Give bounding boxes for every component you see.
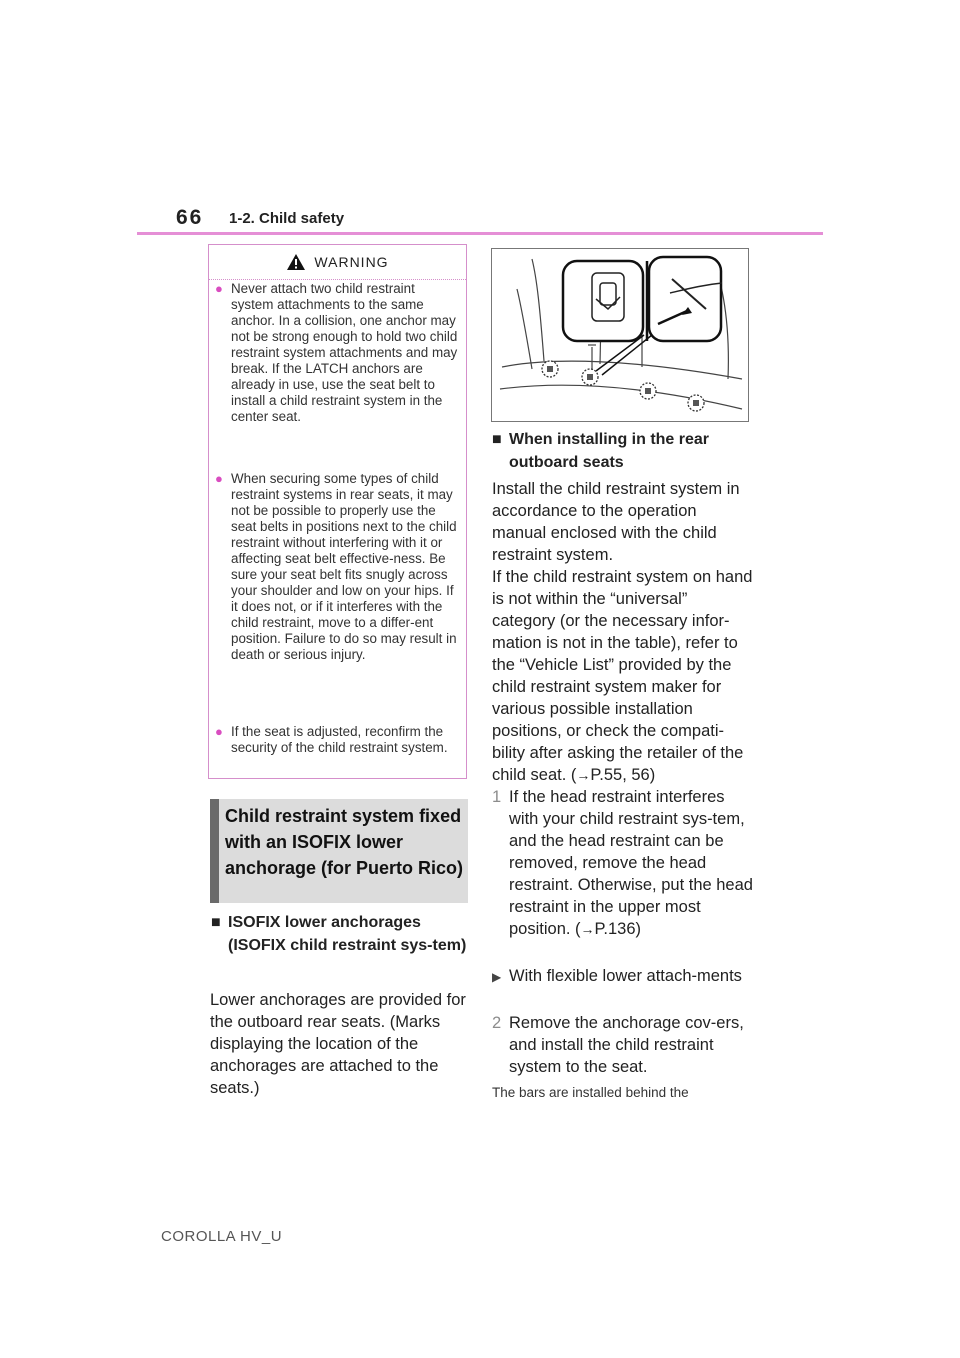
square-bullet-icon: ■ <box>492 431 502 448</box>
warning-item-text: Never attach two child restraint system attachments to the same anchor. In a collision, one anchor may not be strong enough to hold two child restraint system attachments and may break. If the LATCH anchors are already in use, use the seat belt to install a child restraint system in the center seat. <box>231 281 458 424</box>
install-paragraph-2-text: If the child restraint system on hand is not within the “universal” category (or the necessary infor-mation is not in the table), refer to the “Vehicle List” provided by the child restraint system maker for various possible installation positions, or check the compati-bility after asking the retailer of the child seat. ( <box>492 568 753 784</box>
note-text: The bars are installed behind the <box>492 1085 689 1100</box>
warning-item-text: When securing some types of child restraint systems in rear seats, it may not be possible to properly use the seat belts in positions next to the child restraint without interfering with it or affecting seat belt effective-ness. Be sure your seat belt fits snugly across your shoulder and low on your hips. If it does not, or if it interferes with the child restraint, move to a differ-ent position. Failure to do so may result in death or serious injury. <box>231 471 457 662</box>
bullet-icon: ● <box>215 471 223 486</box>
step-1 <box>492 786 754 940</box>
seat-anchor-illustration <box>491 248 749 422</box>
isofix-heading-text: ISOFIX lower anchorages (ISOFIX child restraint sys-tem) <box>228 914 467 954</box>
step-2-text: Remove the anchorage cov-ers, and install the child restraint system to the seat. <box>509 1014 744 1076</box>
rear-seat-illustration-icon <box>492 249 748 421</box>
isofix-paragraph: Lower anchorages are provided for the outboard rear seats. (Marks displaying the location of the anchorages are attached to the seats.) <box>210 991 466 1097</box>
step-1-body: If the head restraint interferes with your child restraint sys-tem, and the head restraint can be removed, remove the head restraint. Otherwise, put the head restraint in the upper most position. ( <box>509 788 753 938</box>
warning-item <box>215 471 458 663</box>
step-number: 2 <box>492 1014 502 1032</box>
warning-title: WARNING <box>314 254 389 270</box>
section-title: 1-2. Child safety <box>229 210 345 227</box>
triangle-bullet-icon: ▶ <box>492 970 502 984</box>
warning-header <box>209 245 466 280</box>
rear-outboard-heading-text: When installing in the rear outboard seats <box>509 431 710 471</box>
footer-model: COROLLA HV_U <box>161 1228 283 1245</box>
warning-item <box>215 724 458 756</box>
step-1-text <box>492 786 754 940</box>
install-paragraph <box>492 478 754 786</box>
bullet-icon: ● <box>215 724 223 739</box>
warning-item <box>215 281 458 425</box>
page-reference: P.55, 56) <box>590 766 656 784</box>
arrow-right-icon: → <box>576 767 591 783</box>
warning-item-text: If the seat is adjusted, reconfirm the security of the child restraint system. <box>231 724 448 755</box>
warning-box <box>208 244 467 779</box>
step-2 <box>492 1012 754 1078</box>
isofix-heading <box>211 911 469 957</box>
step-number: 1 <box>492 788 502 806</box>
rear-outboard-heading <box>492 428 750 474</box>
bullet-icon: ● <box>215 281 223 296</box>
warning-triangle-icon <box>286 253 306 271</box>
install-paragraph-1: Install the child restraint system in accordance to the operation manual enclosed with the child restraint system. <box>492 480 740 564</box>
install-paragraph-2 <box>492 566 754 786</box>
sub-bullet-text: With flexible lower attach-ments <box>509 967 742 985</box>
arrow-right-icon: → <box>580 921 595 937</box>
page-reference: P.136) <box>594 920 642 938</box>
header-rule <box>137 232 823 235</box>
sub-bullet <box>492 965 754 987</box>
subsection-heading-box <box>210 799 468 903</box>
square-bullet-icon: ■ <box>211 914 221 931</box>
page-number: 66 <box>176 206 204 229</box>
subsection-title: Child restraint system fixed with an ISOFIX lower anchorage (for Puerto Rico) <box>225 806 464 878</box>
